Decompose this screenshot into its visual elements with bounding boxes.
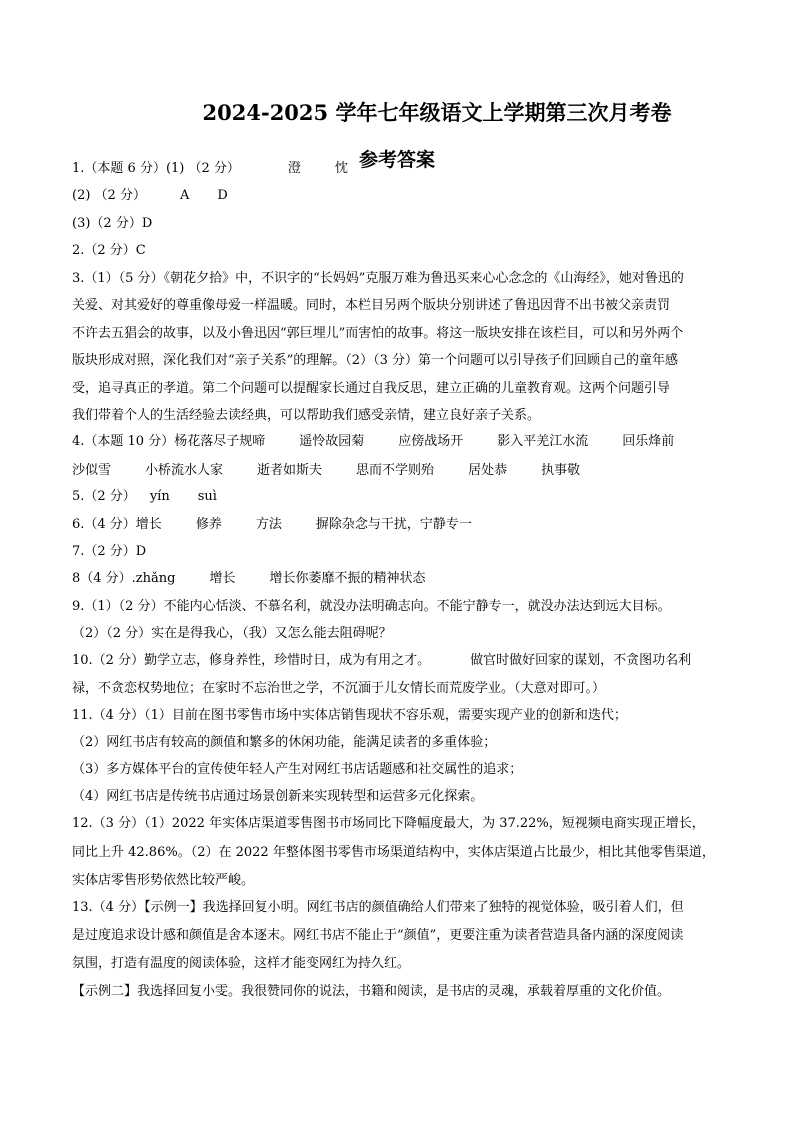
answer-text: yín — [149, 489, 170, 504]
answer-text: 逝者如斯夫 — [257, 463, 323, 478]
answer-text: （4）网红书店是传统书店通过场景创新来实现转型和运营多元化探索。 — [72, 789, 484, 804]
answer-text: 4.（本题 10 分）杨花落尽子规啼 — [72, 434, 266, 449]
answer-text: 沙似雪 — [72, 463, 112, 478]
answer-text: 禄，不贪恋权势地位；在家时不忘治世之学，不沉湎于儿女情长而荒废学业。（大意对即可。） — [72, 681, 606, 696]
answer-line — [72, 927, 683, 945]
answer-text: 6.（4 分）增长 — [72, 517, 162, 532]
answer-line — [72, 160, 348, 178]
answer-text: 应傍战场开 — [398, 434, 464, 449]
answer-line — [72, 407, 540, 425]
answer-text: 版块形成对照，深化我们对“亲子关系”的理解。（2）（3 分）第一个问题可以引导孩子们回顾自己的童年感 — [72, 353, 678, 368]
answer-text: 忱 — [334, 161, 348, 176]
answer-line — [72, 488, 217, 506]
answer-text: 方法 — [255, 517, 282, 532]
answer-text: 8（4 分）.zhǎng — [72, 571, 176, 586]
answer-text: (2) （2 分） — [72, 188, 146, 203]
answer-text: 9.（1）（2 分）不能内心恬淡、不慕名利，就没办法明确志向。不能宁静专一，就没办法达到远大目标。 — [72, 599, 671, 614]
answer-text: 氛围，打造有温度的阅读体验，这样才能变网红为持久红。 — [72, 956, 411, 971]
answer-text: (3)（2 分）D — [72, 216, 153, 231]
answer-text: 1.（本题 6 分）(1) （2 分） — [72, 161, 240, 176]
answer-text: 受，追寻真正的孝道。第二个问题可以提醒家长通过自我反思，建立正确的儿童教育观。这两个问题引导 — [72, 381, 671, 396]
answer-text: 思而不学则殆 — [356, 463, 435, 478]
answer-text: 【示例二】我选择回复小雯。我很赞同你的说法，书籍和阅读，是书店的灵魂，承载着厚重的文化价值。 — [72, 984, 671, 999]
answer-text: 回乐烽前 — [622, 434, 675, 449]
answer-line — [72, 570, 426, 588]
answer-text: 不许去五猖会的故事，以及小鲁迅因“郭巨埋儿”而害怕的故事。将这一版块安排在该栏目，可以和另外两个 — [72, 326, 684, 341]
page-subtitle: 参考答案 — [358, 149, 435, 171]
answer-text: suì — [197, 489, 217, 504]
answer-text: 是过度追求设计感和颜值是舍本逐末。网红书店不能止于“颜值”，更要注重为读者营造具备内涵的深度阅读 — [72, 928, 684, 943]
answer-line — [72, 325, 683, 343]
answer-line — [72, 734, 496, 752]
answer-text: 11.（4 分）（1）目前在图书零售市场中实体店销售现状不容乐观，需要实现产业的创新和迭代； — [72, 708, 627, 723]
answer-text: 遥怜故园菊 — [299, 434, 365, 449]
answer-line — [72, 516, 472, 534]
answer-line — [72, 380, 670, 398]
answer-text: 10.（2 分）勤学立志，修身养性，珍惜时日，成为有用之才。 — [72, 653, 431, 668]
answer-text: 3.（1）（5 分）《朝花夕拾》中，不识字的“长妈妈”克服万难为鲁迅买来心心念念的《山海经》，她对鲁迅的 — [72, 271, 684, 286]
answer-text: 居处恭 — [468, 463, 508, 478]
answer-line — [72, 680, 605, 698]
answer-text: 小桥流水人家 — [145, 463, 224, 478]
answer-line — [72, 598, 671, 616]
answer-line — [72, 543, 146, 561]
answer-text: A — [179, 188, 190, 203]
answer-text: 我们带着个人的生活经验去读经典，可以帮助我们感受亲情，建立良好亲子关系。 — [72, 408, 541, 423]
answer-text: （2）网红书店有较高的颜值和繁多的休闲功能，能满足读者的多重体验； — [72, 735, 497, 750]
answer-line — [72, 815, 705, 833]
answer-text: 关爱、对其爱好的尊重像母爱一样温暖。同时，本栏目另两个版块分别讲述了鲁迅因背不出书被父亲责罚 — [72, 298, 671, 313]
answer-line — [72, 652, 691, 670]
answer-text: 做官时做好回家的谋划，不贪图功名利 — [470, 653, 692, 668]
answer-line — [72, 625, 392, 643]
answer-text: 同比上升 42.86%。（2）在 2022 年整体图书零售市场渠道结构中，实体店渠道占比最少，相比其他零售渠道， — [72, 845, 715, 860]
answer-text: 摒除杂念与干扰，宁静专一 — [315, 517, 472, 532]
answer-text: 实体店零售形势依然比较严峻。 — [72, 873, 255, 888]
answer-line — [72, 788, 483, 806]
answer-line — [72, 433, 674, 451]
answer-line — [72, 297, 670, 315]
answer-line — [72, 462, 580, 480]
answer-text: 增长 — [209, 571, 236, 586]
answer-text: 执事敬 — [541, 463, 581, 478]
answer-text: 增长你萎靡不振的精神状态 — [269, 571, 426, 586]
answer-line — [72, 242, 146, 260]
page-title: 2024-2025 学年七年级语文上学期第三次月考卷 — [202, 100, 672, 125]
answer-text: 13.（4 分）【示例一】我选择回复小明。网红书店的颜值确给人们带来了独特的视觉体验，吸引着人们，但 — [72, 900, 684, 915]
answer-line — [72, 872, 254, 890]
answer-text: （2）（2 分）实在是得我心，（我）又怎么能去阻碍呢？ — [72, 626, 392, 641]
answer-text: （3）多方媒体平台的宣传使年轻人产生对网红书店话题感和社交属性的追求； — [72, 762, 523, 777]
answer-line — [72, 761, 522, 779]
answer-line — [72, 983, 670, 1001]
answer-text: 影入平羌江水流 — [497, 434, 589, 449]
answer-line — [72, 899, 684, 917]
answer-line — [72, 955, 410, 973]
answer-line — [72, 352, 678, 370]
answer-line — [72, 270, 684, 288]
answer-text: 5.（2 分） — [72, 489, 136, 504]
answer-text: 2.（2 分）C — [72, 243, 146, 258]
answer-text: 澄 — [287, 161, 301, 176]
answer-text: 修养 — [195, 517, 222, 532]
answer-line — [72, 187, 228, 205]
answer-line — [72, 215, 152, 233]
answer-text: 12.（3 分）（1）2022 年实体店渠道零售图书市场同比下降幅度最大，为 37.22%，短视频电商实现正增长， — [72, 816, 705, 831]
answer-text: 7.（2 分）D — [72, 544, 147, 559]
answer-line — [72, 844, 715, 862]
answer-line — [72, 707, 627, 725]
answer-text: D — [217, 188, 228, 203]
